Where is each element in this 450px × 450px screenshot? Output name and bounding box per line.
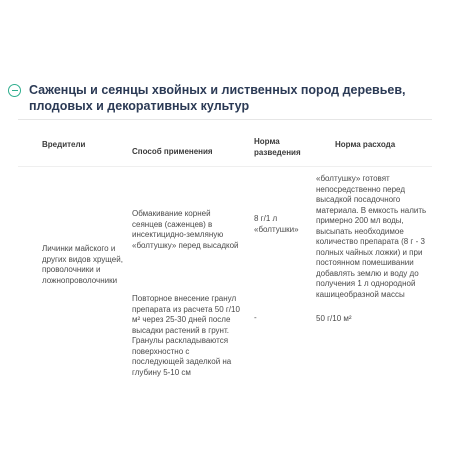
consumption-cell: 50 г/10 м² — [316, 314, 352, 323]
column-header-dilution: Норма разведения — [254, 137, 301, 157]
section-title: Саженцы и сеянцы хвойных и лиственных пород деревьев, плодовых и декоративных культур — [29, 83, 406, 113]
dilution-cell: - — [254, 313, 257, 322]
pests-cell: Личинки майского и других видов хрущей, проволочники и ложнопроволочники — [42, 244, 123, 285]
column-header-pests: Вредители — [42, 140, 86, 149]
method-cell: Повторное внесение гранул препарата из расчета 50 г/10 м² через 25-30 дней после высадки растений в грунт. Гранулы раскладываются поверхностно с последующей заделкой на глубину 5-10 см — [132, 294, 240, 377]
consumption-cell: «болтушку» готовят непосредственно перед высадкой посадочного материала. В емкость налить примерно 200 мл воды, высыпать необходимое количество препарата (8 г - 3 полных чайных ложки) и при постоянном помешивании добавлять землю и воду до получения 1 л однородной кашицеобразной массы — [316, 174, 427, 299]
dilution-cell: 8 г/1 л «болтушки» — [254, 214, 299, 234]
column-header-method: Способ применения — [132, 147, 213, 156]
table-divider — [18, 166, 432, 167]
collapse-icon[interactable] — [8, 84, 21, 97]
section-header[interactable] — [8, 82, 444, 114]
header-divider — [18, 119, 432, 120]
method-cell: Обмакивание корней сеянцев (саженцев) в инсектицидно-земляную «болтушку» перед высадкой — [132, 209, 239, 250]
column-header-consumption: Норма расхода — [335, 140, 396, 149]
